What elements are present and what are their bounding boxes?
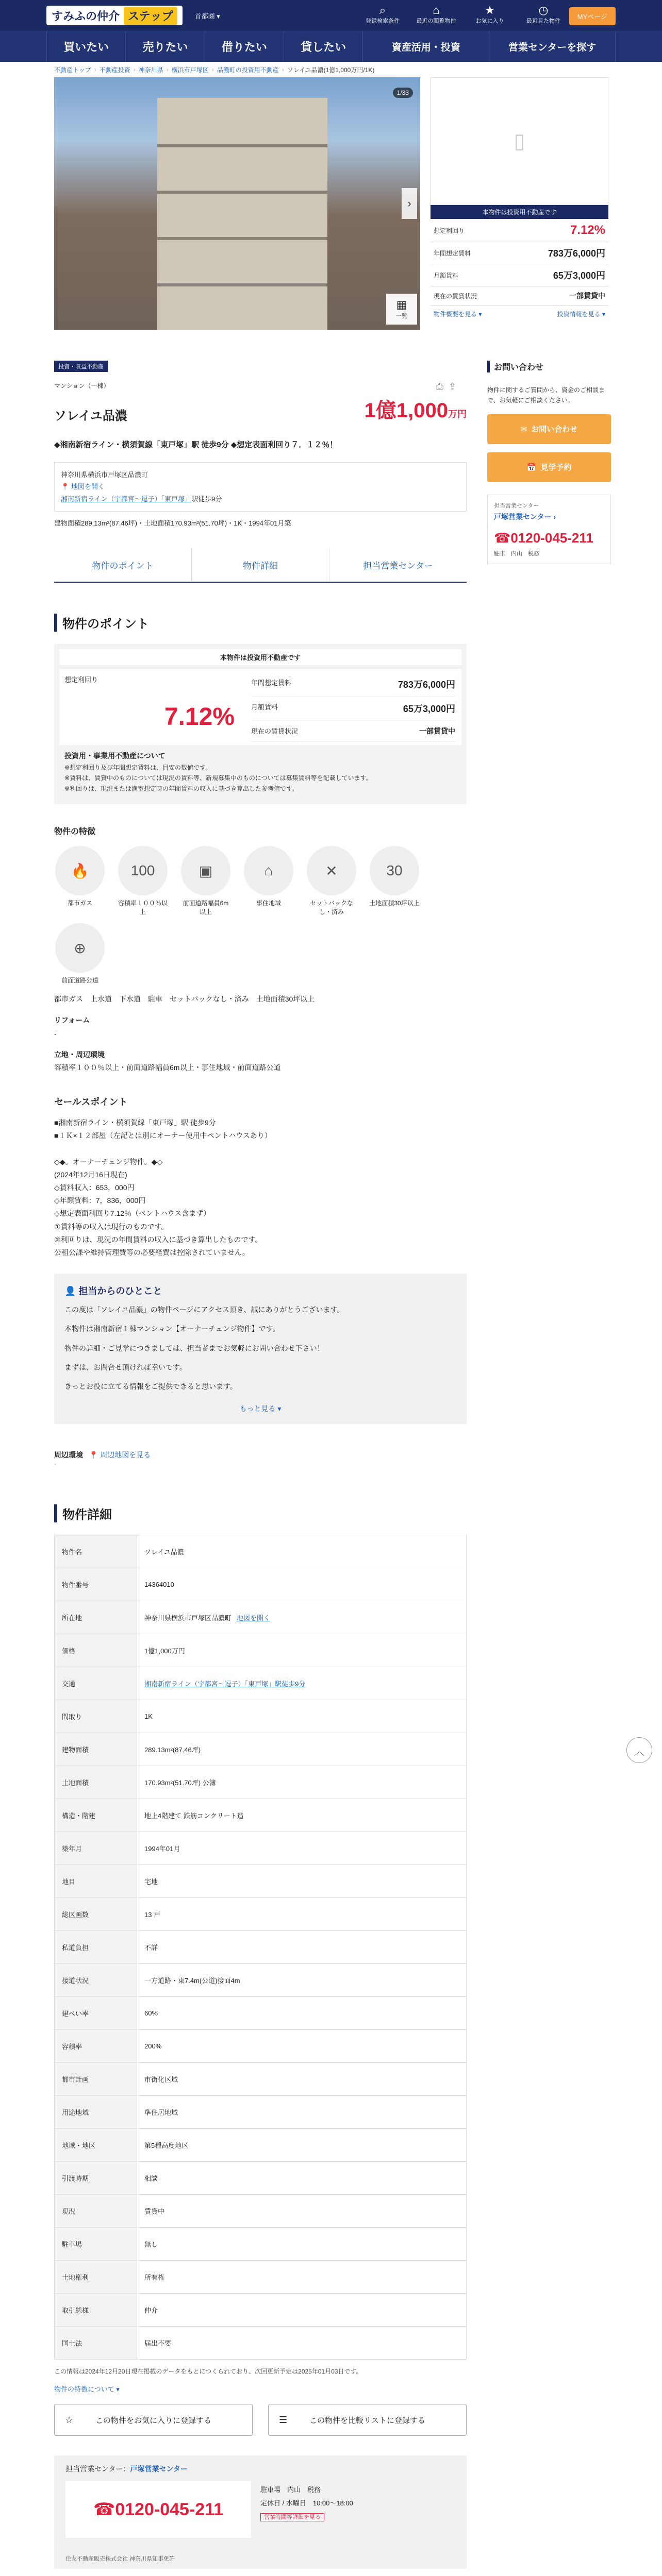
details-row: 駐車場 無し — [55, 2228, 467, 2261]
land-area-icon: 30 — [370, 846, 419, 895]
scroll-top-button[interactable] — [626, 1737, 652, 1763]
invest-row: 年間想定賃料 783万6,000円 — [431, 242, 608, 264]
details-row: 交通 湘南新宿ライン（宇都宮～逗子）「東戸塚」駅徒歩9分 — [55, 1667, 467, 1700]
feature-item: 🔥 都市ガス — [54, 846, 106, 916]
floor-plan-icon: ▯ — [514, 130, 525, 152]
contact-heading: お問い合わせ — [487, 361, 611, 372]
feature-item: ⌂ 事住地域 — [243, 846, 294, 916]
details-row: 容積率 200% — [55, 2030, 467, 2063]
logo-step: ステップ — [124, 7, 177, 25]
section-tabs — [54, 548, 467, 583]
breadcrumb-item[interactable]: 神奈川県 — [138, 66, 163, 74]
next-photo-button[interactable] — [402, 188, 417, 219]
property-type: マンション（一棟） — [54, 382, 110, 389]
details-row: 築年月 1994年01月 — [55, 1832, 467, 1865]
map-link[interactable]: 📍 地図を開く — [61, 483, 105, 491]
invest-summary — [431, 205, 608, 323]
saved-search-button[interactable]: ⌕ 登録検索条件 — [366, 4, 400, 24]
breadcrumb-item[interactable]: 不動産トップ — [54, 66, 91, 74]
overview-link[interactable]: 物件概要を見る ▾ — [434, 311, 482, 318]
nav-rent[interactable]: 借りたい — [205, 31, 284, 62]
print-icon[interactable]: ⎙ — [436, 381, 443, 392]
update-note: この情報は2024年12月20日現在掲載のデータをもとにつくられており、次回更新予定は2025年01月03日です。 — [54, 2368, 362, 2376]
details-row: 現況 賃貸中 — [55, 2195, 467, 2228]
sales-heading: セールスポイント — [54, 1097, 128, 1108]
side-tel[interactable]: ☎0120-045-211 — [494, 530, 593, 546]
details-row: 物件番号 14364010 — [55, 1568, 467, 1601]
calendar-icon: 📅 — [526, 463, 537, 472]
history-button[interactable]: ◷ 最近見た物件 — [526, 4, 560, 24]
details-row: 都市計画 市街化区域 — [55, 2063, 467, 2096]
details-row: 価格 1億1,000万円 — [55, 1634, 467, 1667]
property-price: 1億1,000万円 — [364, 399, 467, 422]
photo-list-button[interactable]: ▦ 一覧 — [386, 294, 417, 325]
road-icon: ▣ — [181, 846, 230, 895]
details-row: 取引態様 仲介 — [55, 2294, 467, 2327]
nearby-map-link[interactable]: 📍 周辺地図を見る — [89, 1451, 151, 1460]
nav-lend[interactable]: 貸したい — [284, 31, 363, 62]
office-name-link[interactable]: 戸塚営業センター — [130, 2465, 188, 2473]
highlight-text: ◆湘南新宿ライン・横須賀線「東戸塚」駅 徒歩9分 ◆想定表面利回り７．１２％！ — [54, 440, 338, 449]
details-row: 国土法 届出不要 — [55, 2327, 467, 2360]
side-office-link[interactable]: 戸塚営業センター › — [494, 512, 556, 521]
details-row: 地域・地区 第5種高度地区 — [55, 2129, 467, 2162]
zone-icon: ⌂ — [244, 846, 293, 895]
top-header — [0, 0, 662, 31]
breadcrumb-item[interactable]: 不動産投資 — [99, 66, 130, 74]
building-photo — [157, 98, 327, 330]
feature-item: ✕ セットバックなし・済み — [306, 846, 357, 916]
nav-invest[interactable]: 資産活用・投資 — [363, 31, 489, 62]
more-link[interactable]: もっと見る ▾ — [239, 1404, 282, 1413]
details-row: 所在地 神奈川県横浜市戸塚区品濃町 地図を開く — [55, 1601, 467, 1634]
setback-icon: ✕ — [307, 846, 356, 895]
feature-item: ▣ 前面道路幅員6m以上 — [180, 846, 231, 916]
share-icons — [436, 381, 457, 392]
share-icon[interactable]: ⇪ — [448, 381, 456, 392]
favorites-button[interactable]: ★ お気に入り — [475, 4, 504, 24]
invest-head: 本物件は投資用不動産です — [431, 205, 608, 219]
office-box: 担当営業センター：戸塚営業センター ☎ 0120-045-211 駐車場 内山 税務 定休日 / 水曜日 10:00〜18:00 営業時間等詳細を見る 住友不動産販売株式会社 神奈川県知事免許 — [54, 2455, 467, 2569]
environment-row: 周辺環境 📍 周辺地図を見る - — [54, 1451, 151, 1469]
details-row: 物件名 ソレイユ品濃 — [55, 1535, 467, 1568]
side-office: 担当営業センター 戸塚営業センター › ☎0120-045-211 駐車 内山 税務 — [487, 495, 611, 564]
details-row: 地目 宅地 — [55, 1865, 467, 1898]
details-heading: 物件詳細 — [54, 1504, 467, 1522]
recent-view-button[interactable]: ⌂ 最近の閲覧物件 — [416, 4, 456, 24]
tab-points[interactable]: 物件のポイント — [54, 548, 192, 582]
list-icon: ☰ — [279, 2414, 288, 2425]
invest-row: 月額賃料 65万3,000円 — [431, 264, 608, 286]
house-icon: ⌂ — [433, 4, 440, 16]
photo-count: 1/33 — [393, 88, 413, 98]
manager-title: 👤 担当からのひとこと — [64, 1286, 162, 1297]
details-row: 建物面積 289.13m²(87.46坪) — [55, 1733, 467, 1766]
breadcrumb: 不動産トップ › 不動産投資 › 神奈川県 › 横浜市戸塚区 › 品濃町の投資用不動産 › ソレイユ品濃(1億1,000万円/1K) — [54, 66, 375, 74]
office-tel[interactable]: ☎ 0120-045-211 — [65, 2481, 251, 2538]
breadcrumb-item[interactable]: 品濃町の投資用不動産 — [217, 66, 279, 74]
line-link[interactable]: 湘南新宿ライン（宇都宮～逗子）「東戸塚」 — [61, 495, 192, 503]
point-row: 月額賃料 65万3,000円 — [251, 697, 455, 721]
property-title: ソレイユ品濃 — [54, 409, 127, 423]
gallery — [54, 77, 608, 330]
feature-item: 100 容積率１００％以上 — [117, 846, 169, 916]
header-icons — [362, 4, 564, 25]
feature-item: ⊕ 前面道路公道 — [54, 923, 106, 985]
details-row: 間取り 1K — [55, 1700, 467, 1733]
details-row: 私道負担 不詳 — [55, 1931, 467, 1964]
floor-plan-thumb[interactable] — [431, 77, 608, 205]
address: 神奈川県横浜市戸塚区品濃町 — [61, 471, 148, 479]
invest-row: 現在の賃貸状況 一部賃貸中 — [431, 286, 608, 306]
tab-details[interactable]: 物件詳細 — [192, 548, 329, 582]
details-row: 構造・階建 地上4階建て 鉄筋コンクリート造 — [55, 1799, 467, 1832]
visit-reserve-button[interactable]: 📅 見学予約 — [487, 452, 611, 482]
feature-summary: 都市ガス 上水道 下水道 駐車 セットバックなし・済み 土地面積30坪以上 — [54, 995, 315, 1004]
chevron-right-icon: › — [407, 197, 411, 210]
breadcrumb-item[interactable]: 横浜市戸塚区 — [171, 66, 209, 74]
details-row: 土地権利 所有権 — [55, 2261, 467, 2294]
point-row: 年間想定賃料 783万6,000円 — [251, 672, 455, 697]
details-row: 接道状況 一方道路・東7.4m(公道)接面4m — [55, 1964, 467, 1997]
add-favorite-button[interactable]: ☆ この物件をお気に入りに登録する — [54, 2404, 253, 2436]
feature-about-link[interactable]: 物件の特徴について ▾ — [54, 2385, 120, 2394]
site-logo[interactable] — [46, 6, 183, 25]
invest-notes: 投資用・事業用不動産について ※想定利回り及び年間想定賃料は、目安の数値です。 ※賃料は、賃貸中のものについては現況の賃料等、新規募集中のものについては募集賃料等を記載しています。 ※利回りは、現況または満室想定時の年間賃料の収入に基づき算出した参考値です。 — [64, 752, 372, 792]
category-badge: 投資・収益不動産 — [54, 361, 108, 372]
star-icon: ★ — [485, 4, 495, 16]
search-icon: ⌕ — [379, 4, 386, 16]
details-row: 土地面積 170.93m²(51.70坪) 公簿 — [55, 1766, 467, 1799]
nav-buy[interactable]: 買いたい — [46, 31, 126, 62]
features-heading: 物件の特徴 — [54, 827, 96, 837]
manager-comment: 👤 担当からのひとこと この度は「ソレイユ品濃」の物件ページにアクセス頂き、誠にありがとうございます。 本物件は湘南新宿１棟マンション【オーナーチェンジ物件】です。 物件の詳細・ご見学につきましては、担当者までお気軽にお問い合わせ下さい！ まずは、お問合せ頂ければ幸いです。 きっとお役に立てる情報をご提供できると思います。 もっと見る ▾ — [54, 1274, 467, 1424]
mypage-button[interactable]: MYページ — [569, 7, 616, 25]
feature-item: 30 土地面積30坪以上 — [369, 846, 420, 916]
details-row: 引渡時期 相談 — [55, 2162, 467, 2195]
gas-icon: 🔥 — [55, 846, 105, 895]
star-outline-icon: ☆ — [65, 2414, 74, 2425]
spec-line: 建物面積289.13m²(87.46坪)・土地面積170.93m²(51.70坪)・1K・1994年01月築 — [54, 519, 291, 528]
grid-icon: ▦ — [396, 298, 407, 311]
ratio-icon: 100 — [118, 846, 168, 895]
yield-value: 7.12% — [164, 703, 235, 731]
logo-main: すみふの仲介 — [52, 9, 120, 23]
hours-link[interactable]: 営業時間等詳細を見る — [260, 2513, 324, 2521]
history-icon: ◷ — [538, 4, 549, 16]
details-row: 用途地域 準住居地域 — [55, 2096, 467, 2129]
main-photo[interactable] — [54, 77, 420, 330]
contact-button[interactable]: ✉ お問い合わせ — [487, 414, 611, 444]
point-row: 現在の賃貸状況 一部賃貸中 — [251, 721, 455, 742]
mail-icon: ✉ — [520, 425, 527, 434]
breadcrumb-current: ソレイユ品濃(1億1,000万円/1K) — [287, 66, 375, 74]
sidebar: お問い合わせ 物件に関するご質問から、資金のご相談まで、お気軽にご相談ください。 ✉ お問い合わせ 📅 見学予約 担当営業センター 戸塚営業センター › ☎0120-045-211 駐車 内山 税務 — [487, 361, 611, 564]
points-heading: 物件のポイント — [54, 614, 467, 632]
details-row: 総区画数 13 戸 — [55, 1898, 467, 1931]
feature-grid — [54, 846, 467, 985]
details-row: 建ぺい率 60% — [55, 1997, 467, 2030]
address-box: 神奈川県横浜市戸塚区品濃町 📍 地図を開く 湘南新宿ライン（宇都宮～逗子）「東戸塚」駅徒歩9分 — [54, 462, 467, 512]
main-content: 投資・収益不動産 ⎙ ⇪ マンション（一棟） ソレイユ品濃 1億1,000万円 ◆湘南新宿ライン・横須賀線「東戸塚」駅 徒歩9分 ◆想定表面利回り７．１２％！ 神奈川県横浜市戸塚区品濃町 📍 地図を開く 湘南新宿ライン（宇都宮～逗子）「東戸塚」駅徒歩9分 建物面積289.13m²(87.46坪)・土地面積170.93m²(51.70坪)・1K・1994年01月築 物件のポイント 物件詳細 担当営業センター 物件のポイント 本物件は投資用不動産です 想定利回り 7.12% 年間想定賃料 783万6,000円 月額賃料 65万3,000円 現在の賃貸状況 一部賃貸中 投資用・事業用不動産について ※想定利回り及び年間想定賃料は、目安の数値です。 ※賃料は、賃貸中のものについては現況の賃料等、新規募集中のものについては募集賃料等を記載しています。 ※利回りは、現況または満室想定時の年間賃料の収入に基づき算出した参考値です。 物件の特徴 🔥 都市ガス 100 容積率１００％以上 ▣ 前面道路幅員6m以上 ⌂ 事住地域 ✕ セットバックなし・済み 30 土地面積30坪以上 ⊕ 前面道路公道 都市ガス 上水道 下水道 駐車 セットバックなし・済み 土地面積30坪以上 リフォーム - 立地・周辺環境 容積率１００％以上・前面道路幅員6m以上・事住地域・前面道路公道 セールスポイント ■湘南新宿ライン・横須賀線「東戸塚」駅 徒歩9分 ■１Ｋ×１２部屋（左記とは別にオーナー使用中ペントハウスあり） ◇◆。オーナーチェンジ物件。◆◇ (2024年12月16日現在) ◇賃料収入：653，000円 ◇年額賃料：7，836，000円 ◇想定表面利回り7.12％（ペントハウス含まず） ①賃料等の収入は現行のものです。 ②利回りは、現況の年間賃料の収入に基づき算出したものです。 公租公課や維持管理費等の必要経費は控除されていません。 👤 担当からのひとこと この度は「ソレイユ品濃」の物件ページにアクセス頂き、誠にありがとうございます。 本物件は湘南新宿１棟マンション【オーナーチェンジ物件】です。 物件の詳細・ご見学につきましては、担当者までお気軽にお問い合わせ下さい！ まずは、お問合せ頂ければ幸いです。 きっとお役に立てる情報をご提供できると思います。 もっと見る ▾ 周辺環境 📍 周辺地図を見る - 物件詳細 物件名 ソレイユ品濃 物件番号 14364010 所在地 神奈川県横浜市戸塚区品濃町 地図を開く 価格 1億1,000万円 交通 湘南新宿ライン（宇都宮～逗子）「東戸塚」駅徒歩9分 間取り 1K 建物面積 289.13m²(87.46坪) 土地面積 170.93m²(51.70坪) 公簿 構造・階建 地上4階建て 鉄筋コンクリート造 築年月 1994年01月 地目 宅地 総区画数 13 戸 私道負担 不詳 接道状況 一方道路・東7.4m(公道)接面4m 建ぺい率 60% 容積率 200% 都市計画 市街化区域 用途地域 準住居地域 地域・地区 第5種高度地区 引渡時期 相談 現況 賃貸中 駐車場 無し 土地権利 所有権 取引態様 仲介 国土法 届出不要 この情報は2024年12月20日現在掲載のデータをもとにつくられており、次回更新予定は2025年01月03日です。 物件の特徴について ▾ ☆ この物件をお気に入りに登録する ☰ この物件を比較リストに登録する 担当営業センター：戸塚営業センター ☎ 0120-045-211 駐車場 内山 税務 定休日 / 水曜日 10:00〜18:00 営業時間等詳細を見る 住友不動産販売株式会社 神奈川県知事免許 — [54, 361, 467, 2576]
public-road-icon: ⊕ — [55, 923, 105, 973]
tab-office[interactable]: 担当営業センター — [363, 561, 433, 571]
chevron-up-icon: ︿ — [634, 1745, 644, 1757]
nav-sell[interactable]: 売りたい — [126, 31, 205, 62]
invest-row: 想定利回り 7.12% — [431, 219, 608, 242]
invest-point-box: 本物件は投資用不動産です 想定利回り 7.12% 年間想定賃料 783万6,000円 月額賃料 65万3,000円 現在の賃貸状況 一部賃貸中 投資用・事業用不動産について ※想定利回り及び年間想定賃料は、目安の数値です。 ※賃料は、賃貸中のものについては現況の賃料等、新規募集中のものについては募集賃料等を記載しています。 ※利回りは、現況または満室想定時の年間賃料の収入に基づき算出した参考値です。 — [54, 644, 467, 804]
details-map-link[interactable]: 地図を開く — [237, 1614, 271, 1622]
area-select[interactable]: 首都圏 ▾ — [194, 12, 220, 20]
sales-points: ■湘南新宿ライン・横須賀線「東戸塚」駅 徒歩9分 ■１Ｋ×１２部屋（左記とは別にオーナー使用中ペントハウスあり） ◇◆。オーナーチェンジ物件。◆◇ (2024年12月16日現在) ◇賃料収入：653，000円 ◇年額賃料：7，836，000円 ◇想定表面利回り7.12％（ペントハウス含まず） ①賃料等の収入は現行のものです。 ②利回りは、現況の年間賃料の収入に基づき算出したものです。 公租公課や維持管理費等の必要経費は控除されていません。 — [54, 1118, 272, 1257]
add-compare-button[interactable]: ☰ この物件を比較リストに登録する — [268, 2404, 467, 2436]
details-table — [54, 1535, 467, 2360]
invest-info-link[interactable]: 投資情報を見る ▾ — [557, 311, 605, 318]
nav-find-office[interactable]: 営業センターを探す — [489, 31, 616, 62]
main-nav — [0, 31, 662, 62]
